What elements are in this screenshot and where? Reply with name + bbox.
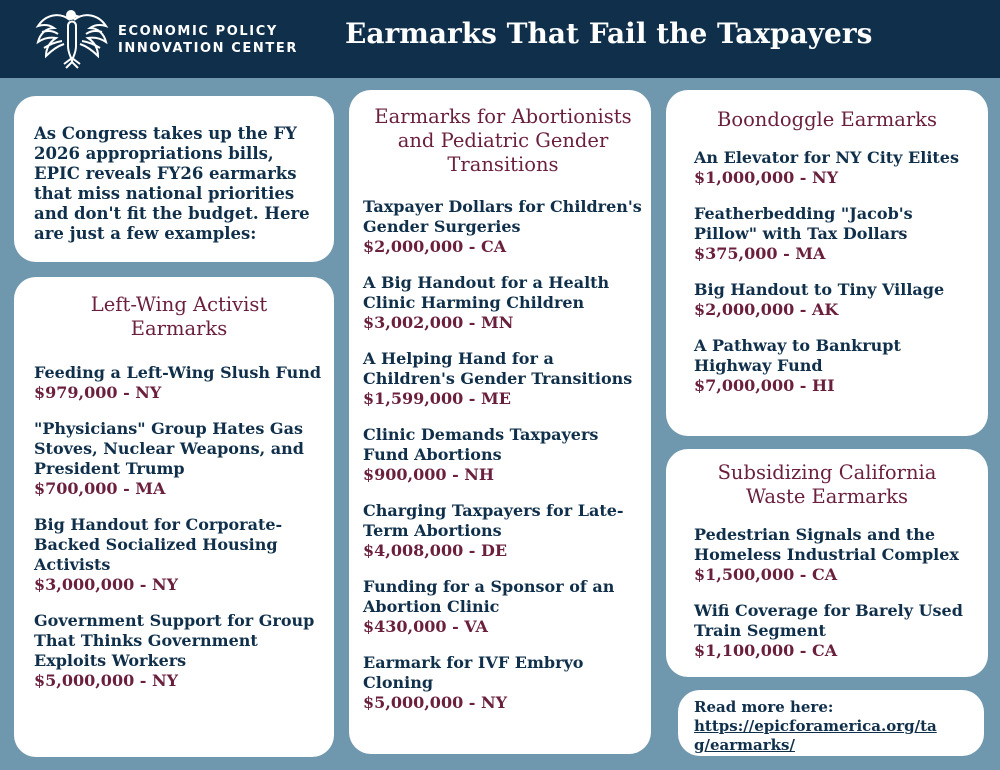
earmark-amount: $2,000,000 - CA [363,237,507,256]
earmark-item [363,577,643,637]
earmark-title: Pedestrian Signals and the Homeless Industrial Complex [694,525,959,564]
earmark-item [363,197,643,257]
earmark-amount: $3,000,000 - NY [34,575,179,594]
earmark-title: Feeding a Left-Wing Slush Fund [34,363,322,382]
left-wing-list [34,363,324,691]
earmark-title: Funding for a Sponsor of an Abortion Clinic [363,577,615,616]
earmark-title: A Big Handout for a Health Clinic Harming Children [363,273,610,312]
earmark-amount: $5,000,000 - NY [34,671,179,690]
earmark-item [363,425,643,485]
earmark-item [34,363,324,403]
earmark-item [363,653,643,713]
org-name-line2: INNOVATION CENTER [118,41,298,56]
left-wing-heading: Left-Wing Activist Earmarks [90,293,268,340]
earmark-title: Big Handout for Corporate-Backed Socialized Housing Activists [34,515,283,574]
read-more-link[interactable]: https://epicforamerica.org/tag/earmarks/ [694,717,937,754]
earmark-amount: $3,002,000 - MN [363,313,514,332]
earmark-title: Government Support for Group That Thinks Government Exploits Workers [34,611,315,670]
page-title: Earmarks That Fail the Taxpayers [345,17,873,50]
abortion-card [349,90,651,754]
earmark-title: A Pathway to Bankrupt Highway Fund [694,336,901,375]
org-name [118,23,298,57]
earmark-item [694,280,978,320]
earmark-item [34,515,324,595]
california-heading: Subsidizing California Waste Earmarks [717,461,937,508]
earmark-title: Charging Taxpayers for Late-Term Abortions [363,501,624,540]
org-name-line1: ECONOMIC POLICY [118,24,278,39]
earmark-amount: $700,000 - MA [34,479,166,498]
earmark-item [694,525,978,585]
earmark-item [34,611,324,691]
earmark-amount: $5,000,000 - NY [363,693,508,712]
earmark-item [34,419,324,499]
earmark-amount: $900,000 - NH [363,465,495,484]
earmark-amount: $4,008,000 - DE [363,541,508,560]
earmark-item [363,501,643,561]
boondoggle-heading: Boondoggle Earmarks [717,108,937,131]
abortion-list [363,197,643,713]
earmark-item [694,601,978,661]
intro-text: As Congress takes up the FY 2026 appropriations bills, EPIC reveals FY26 earmarks that miss national priorities and don't fit the budget. Here are just a few examples: [34,124,310,243]
california-list [694,525,978,661]
earmark-amount: $1,000,000 - NY [694,168,839,187]
boondoggle-card [666,90,988,436]
read-more-card [678,690,984,756]
left-wing-card [14,277,334,757]
earmark-amount: $7,000,000 - HI [694,376,835,395]
earmark-item [363,273,643,333]
earmark-amount: $375,000 - MA [694,244,826,263]
earmark-item [694,148,978,188]
earmark-item [694,204,978,264]
california-card [666,449,988,677]
earmark-amount: $430,000 - VA [363,617,488,636]
earmark-title: A Helping Hand for a Children's Gender Transitions [363,349,633,388]
intro-card [14,96,334,262]
earmark-title: Taxpayer Dollars for Children's Gender Surgeries [363,197,642,236]
abortion-heading: Earmarks for Abortionists and Pediatric Gender Transitions [374,105,632,176]
earmark-title: Wifi Coverage for Barely Used Train Segment [694,601,963,640]
eagle-emblem-icon [34,6,110,72]
boondoggle-list [694,148,978,396]
earmark-amount: $1,599,000 - ME [363,389,511,408]
read-more-label: Read more here: [694,698,834,716]
earmark-item [363,349,643,409]
earmark-title: Big Handout to Tiny Village [694,280,945,299]
earmark-title: "Physicians" Group Hates Gas Stoves, Nuclear Weapons, and President Trump [34,419,304,478]
header-bar [0,0,1000,78]
earmark-amount: $979,000 - NY [34,383,162,402]
earmark-title: An Elevator for NY City Elites [694,148,959,167]
earmark-title: Featherbedding "Jacob's Pillow" with Tax Dollars [694,204,913,243]
earmark-amount: $2,000,000 - AK [694,300,839,319]
earmark-amount: $1,500,000 - CA [694,565,838,584]
earmark-title: Earmark for IVF Embryo Cloning [363,653,584,692]
earmark-title: Clinic Demands Taxpayers Fund Abortions [363,425,599,464]
earmark-item [694,336,978,396]
earmark-amount: $1,100,000 - CA [694,641,838,660]
